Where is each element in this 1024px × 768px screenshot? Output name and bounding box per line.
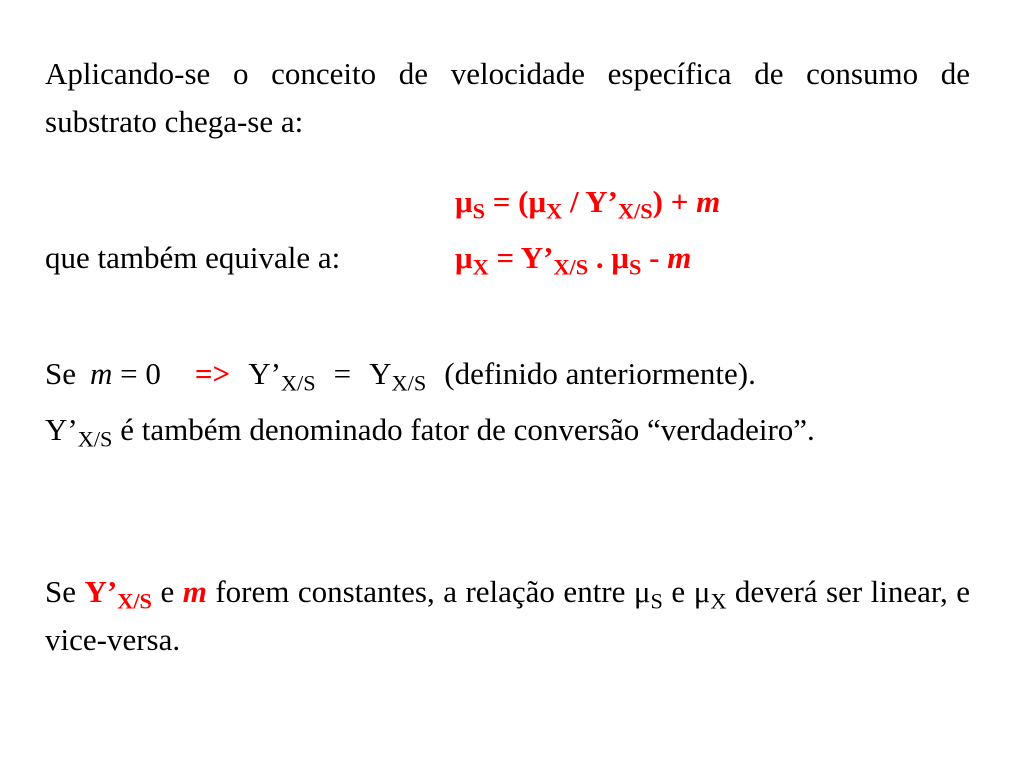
subscript-x: X: [472, 254, 489, 280]
equals-zero: = 0: [112, 356, 161, 391]
equation-mu-s: [455, 182, 720, 222]
dot-operator: .: [588, 240, 612, 275]
intro-paragraph: [45, 50, 970, 146]
yield-prime: Y’: [45, 412, 78, 447]
subscript-xs: X/S: [280, 370, 316, 396]
maintenance-m: m: [696, 184, 721, 219]
condition-line: [45, 354, 756, 394]
intro-text: Aplicando-se o conceito de velocidade específica de consumo de substrato chega-se a:: [45, 56, 970, 139]
yield-prime: Y’: [248, 356, 281, 391]
yield-symbol: Y: [369, 356, 392, 391]
equation-label: [45, 238, 340, 278]
maintenance-m: m: [667, 240, 692, 275]
subscript-x: X: [546, 198, 563, 224]
and-word: e: [662, 574, 694, 609]
mu-symbol: μ: [528, 184, 547, 219]
linearity-text: forem constantes, a relação entre: [206, 574, 634, 609]
subscript-x: X: [710, 588, 727, 614]
minus-operator: -: [641, 240, 668, 275]
subscript-xs: X/S: [77, 426, 113, 452]
mu-symbol: μ: [455, 184, 473, 219]
subscript-s: S: [650, 588, 663, 614]
definition-note: (definido anteriormente).: [444, 356, 756, 391]
eq-open: = (: [485, 184, 529, 219]
maintenance-m: m: [182, 574, 207, 609]
eq-yield: = Y’: [488, 240, 554, 275]
subscript-xs: X/S: [553, 254, 589, 280]
and-word: e: [151, 574, 183, 609]
true-yield-paragraph: [45, 406, 970, 454]
conclusion-text: deverá ser linear, e vice-versa.: [45, 574, 970, 657]
subscript-s: S: [472, 198, 485, 224]
equals-sign: =: [333, 356, 352, 391]
implies-arrow: =>: [194, 356, 231, 391]
close-plus: ) +: [652, 184, 697, 219]
yield-symbol: / Y’: [562, 184, 618, 219]
se-word: Se: [45, 356, 76, 391]
subscript-xs: X/S: [117, 588, 152, 614]
mu-symbol: μ: [611, 240, 629, 275]
mu-symbol: μ: [455, 240, 473, 275]
linearity-paragraph: [45, 568, 970, 664]
subscript-s: S: [629, 254, 642, 280]
subscript-xs: X/S: [391, 370, 427, 396]
yield-prime: Y’: [84, 574, 118, 609]
maintenance-m: m: [90, 356, 113, 391]
subscript-xs: X/S: [617, 198, 653, 224]
equation-mu-x: [455, 238, 691, 278]
equivalence-label: que também equivale a:: [45, 240, 341, 275]
true-yield-text: é também denominado fator de conversão “verdadeiro”.: [112, 412, 815, 447]
mu-symbol: μ: [693, 574, 711, 609]
mu-symbol: μ: [633, 574, 651, 609]
se-word: Se: [45, 574, 85, 609]
